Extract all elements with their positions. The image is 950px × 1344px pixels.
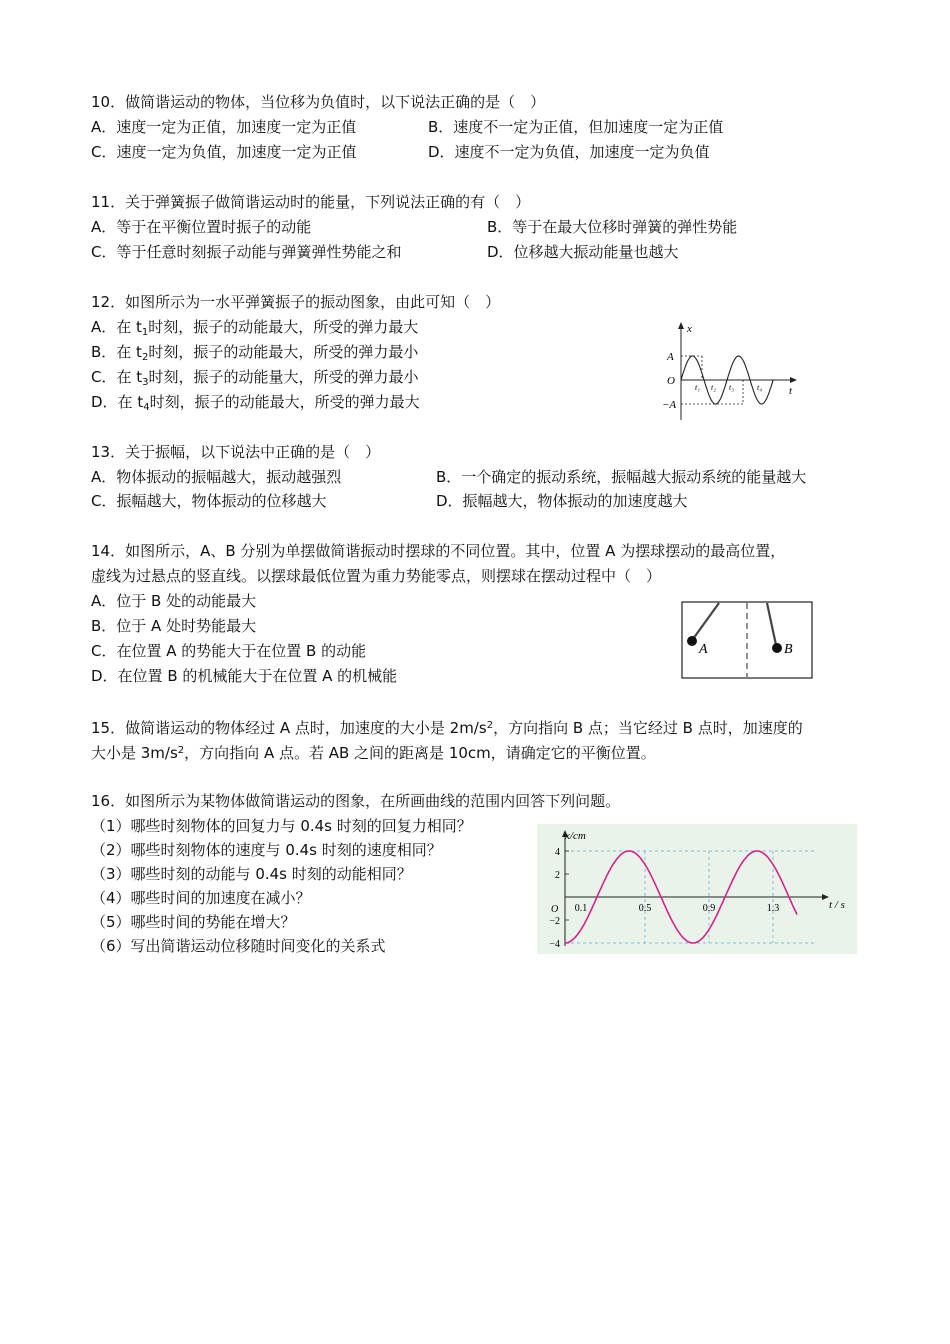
q16-sub-1: （1）哪些时刻物体的回复力与 0.4s 时刻的回复力相同？ (91, 817, 472, 835)
q15-line1: 15．做简谐运动的物体经过 A 点时，加速度的大小是 $2m/s^2$，方向指向 B 点；当它经过 B 点时，加速度的 (91, 719, 803, 737)
pendulum-ball-a (687, 636, 697, 646)
q12-option-c: C．在 $t_3$时刻，振子的动能量大，所受的弹力最小 (91, 368, 419, 388)
q12-option-a: A．在 $t_1$时刻，振子的动能最大，所受的弹力最大 (91, 318, 419, 338)
q11-option-b: B．等于在最大位移时弹簧的弹性势能 (487, 218, 738, 236)
origin-label: O (667, 375, 675, 387)
q13-stem: 13．关于振幅，以下说法中正确的是（ ） (91, 443, 381, 461)
a-label: A (667, 351, 674, 363)
x-tick-label: 0.5 (638, 903, 652, 914)
q15-line2: 大小是 $3m/s^2$，方向指向 A 点。若 AB 之间的距离是 10cm，请确定它的平衡位置。 (91, 744, 656, 762)
q11-option-c: C．等于任意时刻振子动能与弹簧弹性势能之和 (91, 243, 402, 261)
q16-stem: 16．如图所示为某物体做简谐运动的图象，在所画曲线的范围内回答下列问题。 (91, 792, 621, 810)
x-axis-arrow (678, 322, 684, 329)
neg-a-label: −A (662, 399, 677, 411)
q10-stem: 10．做简谐运动的物体，当位移为负值时，以下说法正确的是（ ） (91, 93, 546, 111)
x-tick-label: 0.1 (574, 903, 588, 914)
q12-option-d: D．在 $t_4$时刻，振子的动能最大，所受的弹力最大 (91, 393, 420, 413)
q13-option-b: B．一个确定的振动系统，振幅越大振动系统的能量越大 (436, 468, 807, 486)
t3-label: t₃ (729, 383, 735, 392)
y-tick-label: −2 (549, 916, 560, 927)
pendulum-ball-b (772, 643, 782, 653)
t4-label: t₄ (757, 383, 763, 392)
q14-stem-line2: 虚线为过悬点的竖直线。以摆球最低位置为重力势能零点，则摆球在摆动过程中（ ） (91, 567, 662, 585)
origin-label: O (551, 904, 559, 915)
q10-option-a: A．速度一定为正值，加速度一定为正值 (91, 118, 357, 136)
q14-option-c: C．在位置 A 的势能大于在位置 B 的动能 (91, 642, 367, 660)
q11-option-a: A．等于在平衡位置时振子的动能 (91, 218, 312, 236)
y-tick-label: 2 (555, 870, 560, 881)
y-tick-label: 4 (555, 847, 560, 858)
q12-option-b: B．在 $t_2$时刻，振子的动能最大，所受的弹力最小 (91, 343, 419, 363)
q14-stem-line1: 14．如图所示，A、B 分别为单摆做简谐振动时摆球的不同位置。其中，位置 A 为摆球摆动的最高位置， (91, 542, 786, 560)
x-axis-label: x (687, 323, 692, 335)
q16-sub-5: （5）哪些时间的势能在增大？ (91, 913, 296, 931)
q13-option-d: D．振幅越大，物体振动的加速度越大 (436, 492, 688, 510)
label-b: B (784, 642, 793, 657)
q16-shm-chart (537, 824, 857, 954)
x-tick-label: 1.3 (766, 903, 780, 914)
t1-label: t₁ (695, 383, 701, 392)
q13-option-c: C．振幅越大，物体振动的位移越大 (91, 492, 327, 510)
q16-sub-2: （2）哪些时刻物体的速度与 0.4s 时刻的速度相同？ (91, 841, 442, 859)
q16-sub-6: （6）写出简谐运动位移随时间变化的关系式 (91, 937, 386, 955)
chart-background (537, 824, 857, 954)
q14-pendulum-figure (681, 601, 815, 681)
q16-sub-3: （3）哪些时刻的动能与 0.4s 时刻的动能相同？ (91, 865, 412, 883)
q11-stem: 11．关于弹簧振子做简谐运动时的能量，下列说法正确的有（ ） (91, 193, 531, 211)
t-axis-arrow (790, 377, 797, 383)
y-axis-label: x/cm (565, 830, 586, 843)
y-tick-label: −4 (549, 939, 560, 950)
x-axis-label: t / s (829, 899, 845, 911)
q13-option-a: A．物体振动的振幅越大，振动越强烈 (91, 468, 342, 486)
q10-option-c: C．速度一定为负值，加速度一定为正值 (91, 143, 357, 161)
t2-label: t₂ (711, 383, 717, 392)
q14-option-a: A．位于 B 处的动能最大 (91, 592, 257, 610)
q12-stem: 12．如图所示为一水平弹簧振子的振动图象，由此可知（ ） (91, 293, 501, 311)
q10-option-b: B．速度不一定为正值，但加速度一定为正值 (428, 118, 724, 136)
q14-option-d: D．在位置 B 的机械能大于在位置 A 的机械能 (91, 667, 398, 685)
x-tick-label: 0.9 (702, 903, 716, 914)
q12-vibration-graph (655, 318, 805, 428)
q11-option-d: D．位移越大振动能量也越大 (487, 243, 679, 261)
q10-option-d: D．速度不一定为负值，加速度一定为负值 (428, 143, 710, 161)
t-axis-label: t (789, 385, 793, 397)
q14-option-b: B．位于 A 处时势能最大 (91, 617, 257, 635)
label-a: A (699, 642, 708, 657)
q16-sub-4: （4）哪些时间的加速度在减小？ (91, 889, 311, 907)
